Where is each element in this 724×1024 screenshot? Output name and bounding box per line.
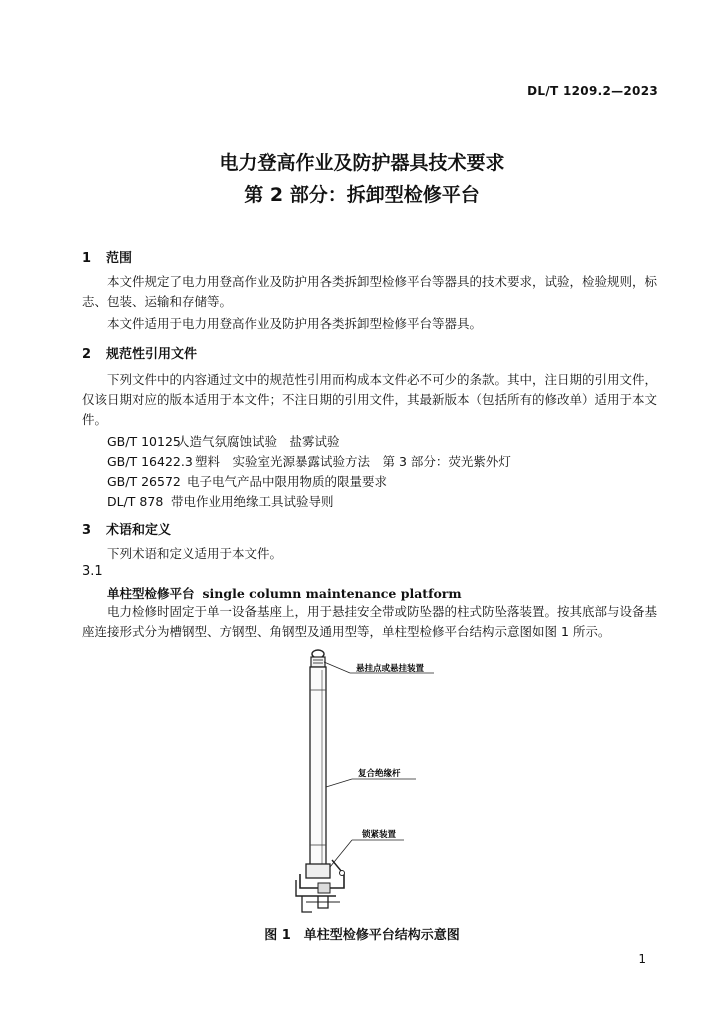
term-english: single column maintenance platform [202,586,462,601]
section-3-paragraph-1: 下列术语和定义适用于本文件。 [107,546,283,561]
reference-item [107,432,340,450]
reference-code: GB/T 16422.3 [107,454,193,469]
section-1-heading [82,247,132,266]
figure-label-locking-device: 锁紧装置 [362,830,397,840]
term-chinese: 单柱型检修平台 [107,586,195,601]
document-title: 电力登高作业及防护器具技术要求 [219,152,505,174]
section-2-heading [82,343,197,362]
section-1-paragraph-2: 本文件适用于电力用登高作业及防护用各类拆卸型检修平台等器具。 [107,316,483,331]
reference-code: GB/T 10125 [107,434,181,449]
figure-1-caption: 图 1 单柱型检修平台结构示意图 [264,928,460,943]
reference-title: 电子电气产品中限用物质的限量要求 [187,474,388,489]
reference-code: DL/T 878 [107,494,164,509]
section-number: 3 [82,523,92,538]
term-number: 3.1 [82,564,103,579]
standard-code: DL/T 1209.2—2023 [527,84,658,98]
hanging-point-icon [311,650,325,667]
figure-label-insulating-pole: 复合绝缘杆 [358,769,401,779]
section-1-paragraph-1: 本文件规定了电力用登高作业及防护用各类拆卸型检修平台等器具的技术要求，试验，检验规则，标志、包装、运输和存储等。 [82,274,658,309]
section-number: 1 [82,251,92,266]
section-title: 术语和定义 [106,523,172,538]
leader-line-top [324,662,350,673]
reference-item [107,452,511,470]
reference-item [107,472,387,490]
reference-title: 塑料 实验室光源暴露试验方法 第 3 部分：荧光紫外灯 [195,454,511,469]
section-3-heading [82,519,171,538]
reference-title: 带电作业用绝缘工具试验导则 [171,494,334,509]
term-definition: 电力检修时固定于单一设备基座上，用于悬挂安全带或防坠器的柱式防坠落装置。按其底部与设备基座连接形式分为槽钢型、方钢型、角钢型及通用型等，单柱型检修平台结构示意图如图 1 所示。 [82,604,658,639]
reference-title: 人造气氛腐蚀试验 盐雾试验 [177,434,340,449]
locking-device [296,860,345,912]
section-title: 规范性引用文件 [106,347,198,362]
leader-line-bottom [330,840,352,867]
section-2-paragraph-1: 下列文件中的内容通过文中的规范性引用而构成本文件必不可少的条款。其中，注日期的引用文件，仅该日期对应的版本适用于本文件；不注日期的引用文件，其最新版本（包括所有的修改单）适用于本文件。 [82,372,658,427]
figure-label-hanging-point: 悬挂点或悬挂装置 [356,664,425,674]
leader-line-middle [326,779,352,787]
section-title: 范围 [106,251,133,266]
section-number: 2 [82,347,92,362]
document-subtitle: 第 2 部分：拆卸型检修平台 [244,184,480,206]
reference-code: GB/T 26572 [107,474,181,489]
term-heading [107,584,462,602]
insulating-pole [310,667,326,867]
reference-item [107,492,334,510]
page-number: 1 [638,952,646,966]
